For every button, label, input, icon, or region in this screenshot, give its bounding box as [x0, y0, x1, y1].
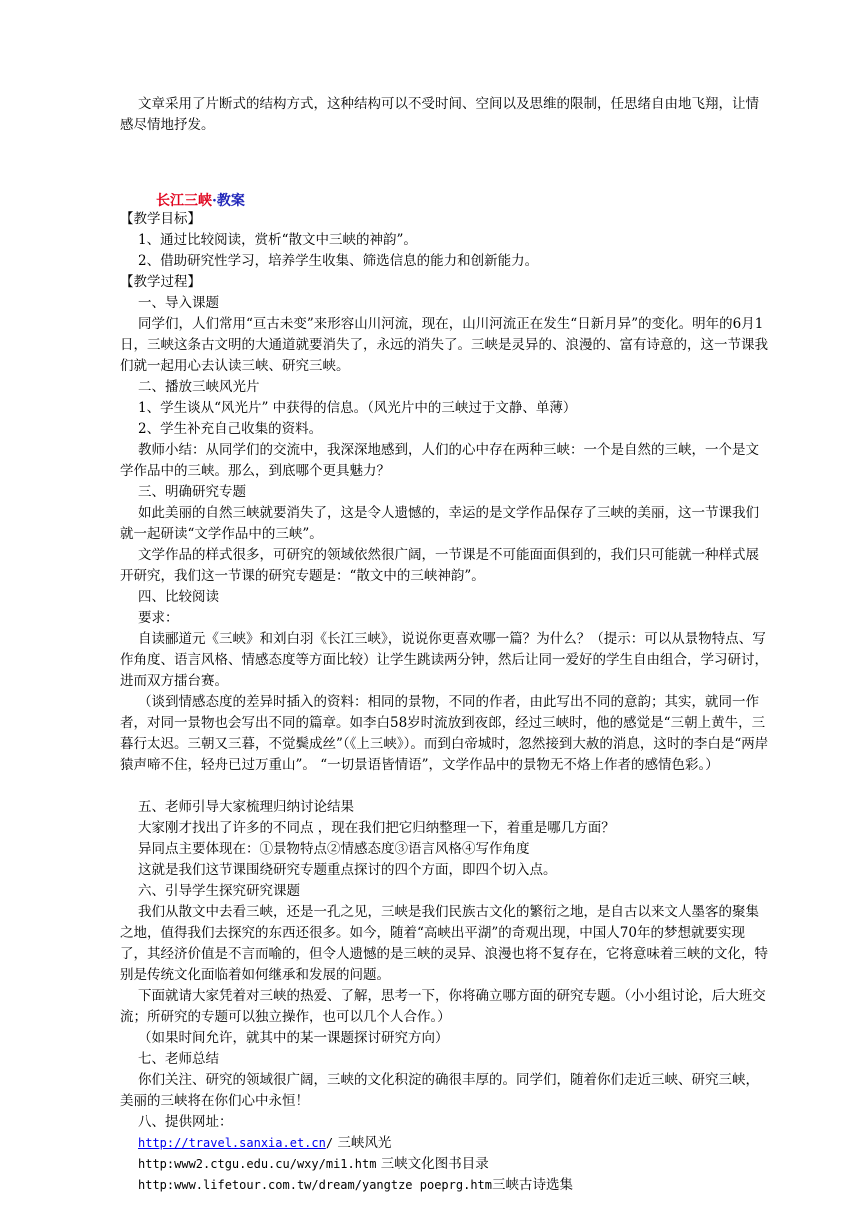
- section-4-requirement: 要求：: [138, 610, 179, 626]
- section-6-paragraph-1: 我们从散文中去看三峡，还是一孔之见，三峡是我们民族古文化的繁衍之地，是自古以来文人墨客的聚集之地，值得我们去探究的东西还很多。如今，随着“高峡出平湖”的奇观出现，中国人70年的梦想就要实现了，其经济价值是不言而喻的，但令人遗憾的是三峡的灵异、浪漫也将不复存在，它将意味着三峡的文化，特别是传统文化面临着如何继承和发展的问题。: [120, 904, 768, 983]
- section-2-summary: 教师小结：从同学们的交流中，我深深地感到，人们的心中存在两种三峡：一个是自然的三峡，一个是文学作品中的三峡。那么，到底哪个更具魅力？: [120, 442, 759, 479]
- section-6-paragraph-2: 下面就请大家凭着对三峡的热爱、了解，思考一下，你将确立哪方面的研究专题。（小小组讨论，后大班交流；所研究的专题可以独立操作，也可以几个人合作。）: [120, 988, 766, 1025]
- section-2-item-2: 2、学生补充自己收集的资料。: [138, 421, 323, 437]
- process-heading: 【教学过程】: [120, 274, 201, 290]
- goals-heading: 【教学目标】: [120, 211, 201, 227]
- section-4-paragraph-2: （谈到情感态度的差异时插入的资料：相同的景物，不同的作者，由此写出不同的意韵；其实，就同一作者，对同一景物也会写出不同的篇章。如李白58岁时流放到夜郎，经过三峡时，他的感觉是“三朝上黄牛，三暮行太迟。三朝又三暮，不觉鬓成丝”（《上三峡》）。而到白帝城时，忽然接到大赦的消息，这时的李白是“两岸猿声啼不住，轻舟已过万重山”。 “一切景语皆情语”，文学作品中的景物无不烙上作者的感情色彩。）: [120, 694, 769, 773]
- section-5-heading: 五、老师引导大家梳理归纳讨论结果: [138, 799, 354, 815]
- section-2-item-1: 1、学生谈从“风光片” 中获得的信息。（风光片中的三峡过于文静、单薄）: [138, 400, 577, 416]
- section-4-heading: 四、比较阅读: [138, 589, 219, 605]
- title-separator: ·: [212, 193, 217, 209]
- title-suffix: 教案: [216, 193, 245, 209]
- goal-1: 1、通过比较阅读，赏析“散文中三峡的神韵”。: [138, 232, 417, 248]
- section-5-paragraph-2: 异同点主要体现在：①景物特点②情感态度③语言风格④写作角度: [138, 841, 530, 857]
- link-lifetour: http:www.lifetour.com.tw/dream/yangtze poeprg.htm: [138, 1178, 493, 1192]
- section-6-paragraph-3: （如果时间允许，就其中的某一课题探讨研究方向）: [138, 1030, 449, 1046]
- link-row-2: [120, 1154, 770, 1175]
- link-travel-sanxia[interactable]: http://travel.sanxia.et.cn: [138, 1136, 326, 1150]
- section-3-heading: 三、明确研究专题: [138, 484, 246, 500]
- section-2-heading: 二、播放三峡风光片: [138, 379, 260, 395]
- section-5-paragraph-1: 大家刚才找出了许多的不同点 ，现在我们把它归纳整理一下，着重是哪几方面？: [138, 820, 615, 836]
- section-6-heading: 六、引导学生探究研究课题: [138, 883, 300, 899]
- link-3-description: 三峡古诗选集: [492, 1177, 574, 1193]
- section-7-heading: 七、老师总结: [138, 1051, 219, 1067]
- section-7-paragraph: 你们关注、研究的领域很广阔，三峡的文化积淀的确很丰厚的。同学们，随着你们走近三峡、研究三峡，美丽的三峡将在你们心中永恒！: [120, 1072, 759, 1109]
- document-title: [156, 190, 245, 210]
- link-row-1: [120, 1133, 770, 1154]
- link-1-description: 三峡风光: [333, 1135, 392, 1151]
- link-ctgu: http:www2.ctgu.edu.cu/wxy/mi1.htm: [138, 1157, 377, 1171]
- link-row-3: [120, 1175, 770, 1196]
- link-1-trail: /: [325, 1136, 334, 1150]
- section-3-paragraph-2: 文学作品的样式很多，可研究的领域依然很广阔，一节课是不可能面面俱到的，我们只可能就一种样式展开研究，我们这一节课的研究专题是：“散文中的三峡神韵”。: [120, 547, 759, 584]
- section-5-paragraph-3: 这就是我们这节课围绕研究专题重点探讨的四个方面，即四个切入点。: [138, 862, 557, 878]
- section-8-heading: 八、提供网址：: [138, 1114, 233, 1130]
- section-1-heading: 一、导入课题: [138, 295, 219, 311]
- section-3-paragraph-1: 如此美丽的自然三峡就要消失了，这是令人遗憾的，幸运的是文学作品保存了三峡的美丽，这一节课我们就一起研读“文学作品中的三峡”。: [120, 505, 759, 542]
- title-main: 长江三峡: [156, 193, 212, 209]
- intro-paragraph: 文章采用了片断式的结构方式，这种结构可以不受时间、空间以及思维的限制，任思绪自由地飞翔，让情感尽情地抒发。: [120, 96, 759, 133]
- section-1-paragraph: 同学们，人们常用“亘古未变”来形容山川河流，现在，山川河流正在发生“日新月异”的变化。明年的6月1日，三峡这条古文明的大通道就要消失了，永远的消失了。三峡是灵异的、浪漫的、富有诗意的，这一节课我们就一起用心去认读三峡、研究三峡。: [120, 316, 768, 374]
- section-4-paragraph-1: 自读郦道元《三峡》和刘白羽《长江三峡》，说说你更喜欢哪一篇？为什么？（提示：可以从景物特点、写作角度、语言风格、情感态度等方面比较）让学生跳读两分钟，然后让同一爱好的学生自由组合，学习研讨，进而双方擂台赛。: [120, 631, 768, 689]
- link-2-description: 三峡文化图书目录: [376, 1156, 489, 1172]
- goal-2: 2、借助研究性学习，培养学生收集、筛选信息的能力和创新能力。: [138, 253, 539, 269]
